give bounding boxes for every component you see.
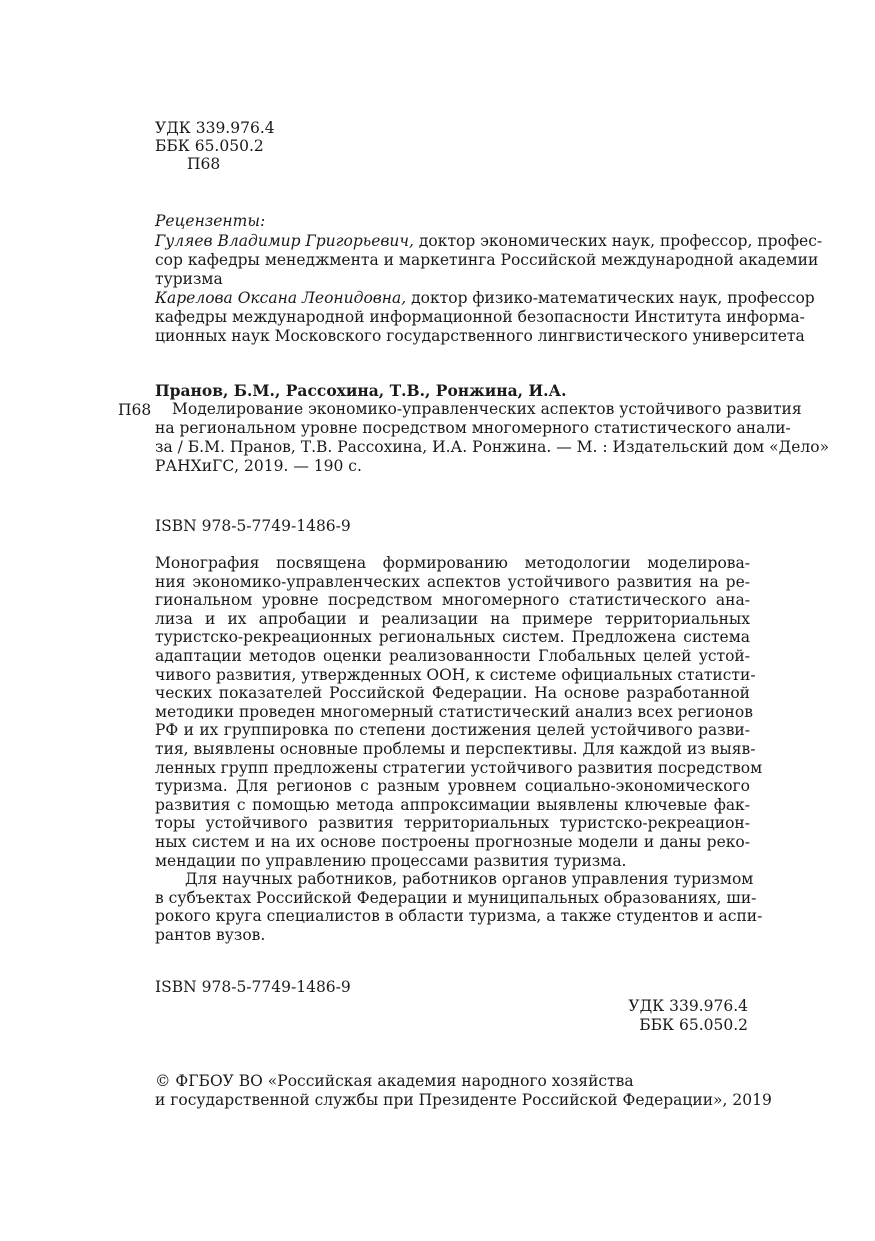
udk-code: УДК 339.976.4 (155, 119, 275, 137)
audience-line: рокого круга специалистов в области туризма, а также студентов и аспи- (155, 907, 763, 926)
reviewer-2-title: доктор физико-математических наук, профессор (411, 289, 815, 307)
abstract (155, 554, 763, 944)
author-mark: П68 (187, 155, 221, 173)
bottom-bbk-code: ББК 65.050.2 (639, 1016, 748, 1034)
abstract-line: торы устойчивого развития территориальных туристско-рекреацион- (155, 814, 750, 833)
reviewer-1-title: доктор экономических наук, профессор, профес- (418, 232, 823, 250)
abstract-line: ленных групп предложены стратегии устойчивого развития посредством (155, 758, 763, 777)
abstract-line: методики проведен многомерный статистический анализ всех регионов (155, 702, 753, 721)
abstract-line: лиза и их апробации и реализации на примере территориальных (155, 609, 750, 628)
reviewer-1-line-3: туризма (155, 270, 223, 288)
isbn-top: ISBN 978-5-7749-1486-9 (155, 517, 351, 535)
reviewer-2-line-3: ционных наук Московского государственного лингвистического университета (155, 327, 805, 345)
abstract-line: ческих показателей Российской Федерации. На основе разработанной (155, 684, 750, 703)
reviewer-2-name: Карелова Оксана Леонидовна, (155, 289, 407, 307)
isbn-bottom: ISBN 978-5-7749-1486-9 (155, 978, 351, 996)
reviewer-2-line-1 (155, 289, 815, 307)
abstract-line: гиональном уровне посредством многомерного статистического ана- (155, 591, 750, 610)
audience-line: рантов вузов. (155, 925, 266, 944)
audience-line: в субъектах Российской Федерации и муниципальных образованиях, ши- (155, 888, 757, 907)
bibliography-line-2: на региональном уровне посредством многомерного статистического анали- (155, 419, 791, 437)
bbk-code: ББК 65.050.2 (155, 137, 264, 155)
abstract-line: ния экономико-управленческих аспектов устойчивого развития на ре- (155, 572, 750, 591)
abstract-line: туризма. Для регионов с разным уровнем социально-экономического (155, 777, 750, 796)
abstract-line: чивого развития, утвержденных ООН, к системе официальных статисти- (155, 665, 756, 684)
copyright-line-1: © ФГБОУ ВО «Российская академия народного хозяйства (155, 1072, 634, 1090)
bibliography-line-3: за / Б.М. Пранов, Т.В. Рассохина, И.А. Ронжина. — М. : Издательский дом «Дело» (155, 438, 830, 456)
reviewer-1-line-2: сор кафедры менеджмента и маркетинга Российской международной академии (155, 251, 819, 269)
reviewer-1-line-1 (155, 232, 823, 250)
bibliography-line-4: РАНХиГС, 2019. — 190 с. (155, 457, 362, 475)
bottom-udk-code: УДК 339.976.4 (628, 997, 748, 1015)
bibliography-line-1: Моделирование экономико-управленческих аспектов устойчивого развития (172, 400, 802, 418)
reviewers-heading: Рецензенты: (155, 212, 266, 230)
bibliography-mark: П68 (118, 401, 152, 419)
abstract-line: РФ и их группировка по степени достижения целей устойчивого разви- (155, 721, 750, 740)
copyright-line-2: и государственной службы при Президенте Российской Федерации», 2019 (155, 1091, 772, 1109)
bibliography-authors: Пранов, Б.М., Рассохина, Т.В., Ронжина, И.А. (155, 381, 567, 400)
abstract-line: мендации по управлению процессами развития туризма. (155, 851, 627, 870)
abstract-line: ных систем и на их основе построены прогнозные модели и даны реко- (155, 832, 750, 851)
abstract-line: Монография посвящена формированию методологии моделирова- (155, 554, 750, 572)
abstract-line: тия, выявлены основные проблемы и перспективы. Для каждой из выяв- (155, 739, 756, 758)
reviewer-1-name: Гуляев Владимир Григорьевич, (155, 232, 414, 250)
abstract-line: туристско-рекреационных региональных систем. Предложена система (155, 628, 750, 647)
abstract-line: адаптации методов оценки реализованности Глобальных целей устой- (155, 646, 750, 665)
reviewer-2-line-2: кафедры международной информационной безопасности Института информа- (155, 308, 805, 326)
abstract-line: развития с помощью метода аппроксимации выявлены ключевые фак- (155, 795, 750, 814)
audience-line: Для научных работников, работников органов управления туризмом (185, 870, 754, 889)
